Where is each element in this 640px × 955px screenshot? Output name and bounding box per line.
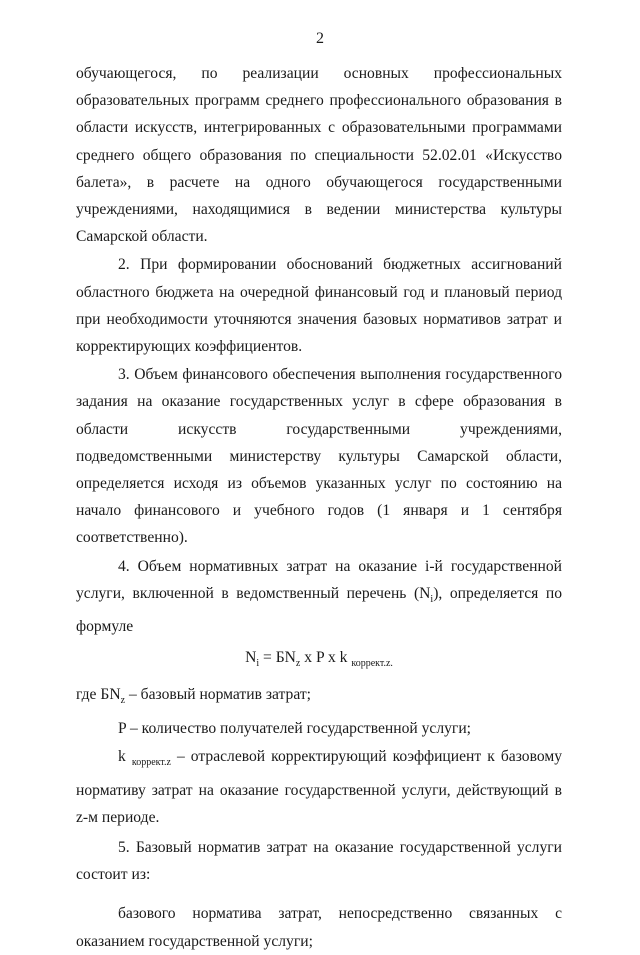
formula-n: N bbox=[245, 649, 257, 667]
definition-p: P – количество получателей государственной услуги; bbox=[118, 720, 471, 737]
document-body bbox=[76, 60, 562, 955]
definition-bn-text: – базовый норматив затрат; bbox=[125, 685, 311, 703]
page-number: 2 bbox=[316, 30, 324, 47]
definition-k-prefix: k bbox=[118, 748, 132, 766]
paragraph-3: 3. Объем финансового обеспечения выполнения государственного задания на оказание государственных услуг в сфере образования в области искусств государственными учреждениями, подведомственными министерству культуры Самарской области, определяется исходя из объемов указанных услуг по состоянию на начало финансового и учебного годов (1 января и 1 сентября соответственно). bbox=[76, 366, 562, 547]
paragraph-5: 5. Базовый норматив затрат на оказание государственной услуги состоит из: bbox=[76, 838, 562, 884]
definition-bn-prefix: где БN bbox=[76, 685, 121, 703]
definition-k-text: – отраслевой корректирующий коэффициент к базовому нормативу затрат на оказание государственной услуги, действующий в z-м периоде. bbox=[76, 748, 562, 826]
formula-n-subscript: i bbox=[256, 658, 260, 670]
formula-mid: x P x k bbox=[300, 649, 352, 667]
paragraph-4 bbox=[76, 553, 562, 641]
definition-bn bbox=[76, 681, 562, 714]
definition-bn-subscript: z bbox=[120, 694, 126, 706]
formula-k-subscript: коррект.z. bbox=[351, 658, 393, 670]
definition-k bbox=[76, 743, 562, 831]
paragraph-6: базового норматива затрат, непосредственно связанных с оказанием государственной услуги; bbox=[76, 905, 562, 950]
paragraph-4-text-a: 4. Объем нормативных затрат на оказание i-й государственной услуги, включенной в ведомственный перечень (N bbox=[76, 557, 562, 602]
definition-k-subscript: коррект.z bbox=[131, 757, 171, 769]
formula-bn-subscript: z bbox=[295, 658, 301, 670]
paragraph-4-text-b: ), определяется по формуле bbox=[76, 584, 562, 636]
formula-bn: = БN bbox=[259, 649, 296, 667]
paragraph-2: 2. При формировании обоснований бюджетных ассигнований областного бюджета на очередной финансовый год и плановый период при необходимости уточняются значения базовых нормативов затрат и корректирующих коэффициентов. bbox=[76, 256, 562, 356]
paragraph-4-subscript: i bbox=[430, 593, 434, 605]
paragraph-1: обучающегося, по реализации основных профессиональных образовательных программ среднего профессионального образования в области искусств, интегрированных с образовательными программами среднего общего образования по специальности 52.02.01 «Искусство балета», в расчете на одного обучающегося государственными учреждениями, находящимися в ведении министерства культуры Самарской области. bbox=[76, 65, 562, 246]
formula bbox=[76, 644, 562, 677]
